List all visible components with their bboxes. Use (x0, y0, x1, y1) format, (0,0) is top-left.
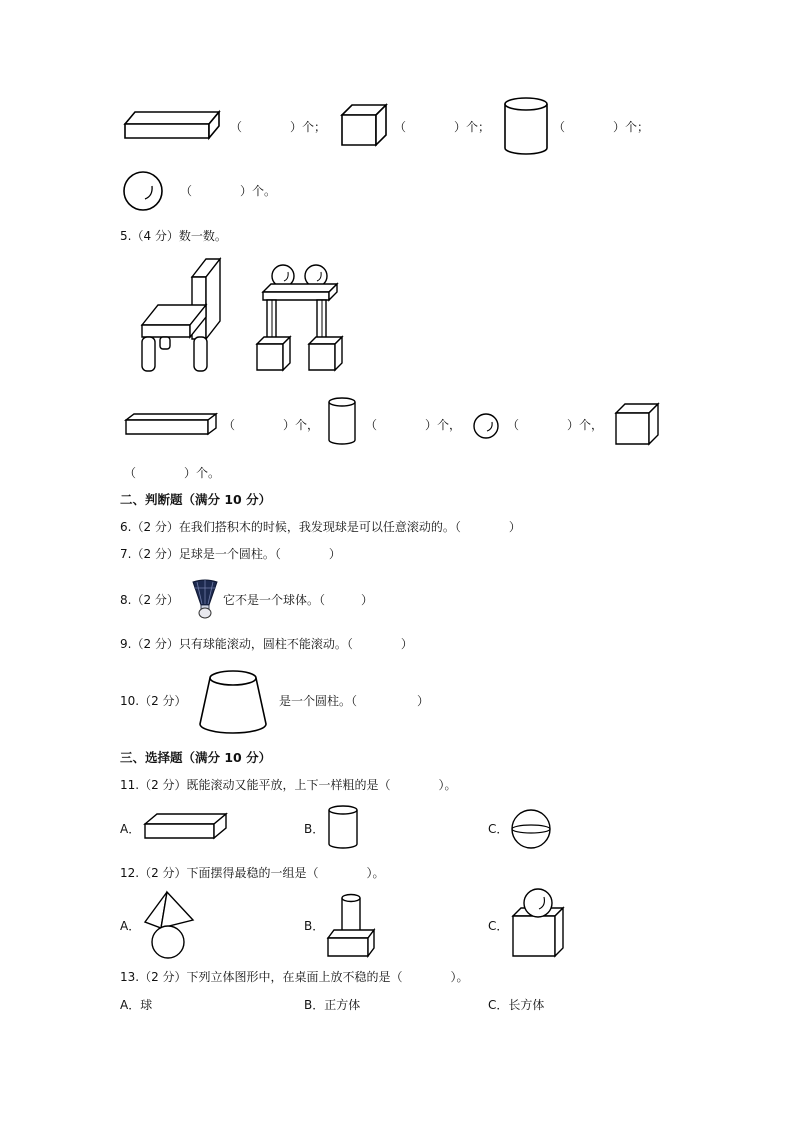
section2-title: 二、判断题（满分 10 分） (120, 492, 272, 507)
q10-prefix: 10.（2 分） (120, 694, 187, 708)
cube-icon (340, 103, 388, 147)
q8-suffix: 它不是一个球体。（ ） (223, 593, 374, 607)
q9-text: 9.（2 分）只有球能滚动，圆柱不能滚动。（ ） (120, 637, 413, 651)
row1-blank-a[interactable]: （ ）个； (230, 120, 327, 134)
cuboid-icon (124, 412, 218, 436)
frustum-icon (198, 668, 268, 736)
q13-text: 13.（2 分）下列立体图形中，在桌面上放不稳的是（ ）。 (120, 970, 469, 984)
row1-blank-d[interactable]: （ ）个。 (180, 184, 277, 198)
cylinder-on-cuboid-icon[interactable] (326, 892, 376, 958)
q6-text: 6.（2 分）在我们搭积木的时候，我发现球是可以任意滚动的。（ ） (120, 520, 521, 534)
q11-option-b-label[interactable]: B． (304, 822, 325, 836)
q13-option-b[interactable]: B．正方体 (304, 998, 361, 1012)
cuboid-icon[interactable] (143, 812, 228, 840)
q12-text: 12.（2 分）下面摆得最稳的一组是（ ）。 (120, 866, 385, 880)
pyramid-on-sphere-icon[interactable] (141, 890, 197, 960)
q10-suffix: 是一个圆柱。（ ） (279, 694, 430, 708)
q5-blank-d[interactable]: （ ）个。 (124, 466, 221, 480)
q12-option-c-label[interactable]: C． (488, 919, 509, 933)
q13-option-c[interactable]: C．长方体 (488, 998, 545, 1012)
table-blocks-illustration (253, 262, 348, 374)
row1-blank-b[interactable]: （ ）个； (394, 120, 491, 134)
sphere-on-cube-icon[interactable] (511, 886, 565, 958)
q11-option-c-label[interactable]: C． (488, 822, 509, 836)
cube-icon (614, 402, 660, 446)
q12-option-a-label[interactable]: A． (120, 919, 141, 933)
cuboid-icon (123, 110, 221, 140)
sphere-icon[interactable] (510, 808, 552, 850)
cylinder-icon[interactable] (327, 804, 359, 850)
q5-stem: 5.（4 分）数一数。 (120, 229, 227, 243)
row1-blank-c[interactable]: （ ）个； (553, 120, 650, 134)
sphere-icon (122, 170, 164, 212)
cylinder-icon (503, 96, 549, 156)
q5-blank-a[interactable]: （ ）个， (223, 418, 320, 432)
q12-option-b-label[interactable]: B． (304, 919, 325, 933)
cylinder-icon (327, 396, 357, 446)
shuttlecock-icon (191, 578, 219, 620)
q13-option-a[interactable]: A．球 (120, 998, 153, 1012)
q5-blank-b[interactable]: （ ）个， (365, 418, 462, 432)
q5-blank-c[interactable]: （ ）个， (507, 418, 604, 432)
q8-prefix: 8.（2 分） (120, 593, 179, 607)
q11-text: 11.（2 分）既能滚动又能平放，上下一样粗的是（ ）。 (120, 778, 457, 792)
sphere-icon (472, 412, 500, 440)
q11-option-a-label[interactable]: A． (120, 822, 141, 836)
chair-blocks-illustration (138, 255, 226, 375)
q7-text: 7.（2 分）足球是一个圆柱。（ ） (120, 547, 341, 561)
section3-title: 三、选择题（满分 10 分） (120, 750, 272, 765)
